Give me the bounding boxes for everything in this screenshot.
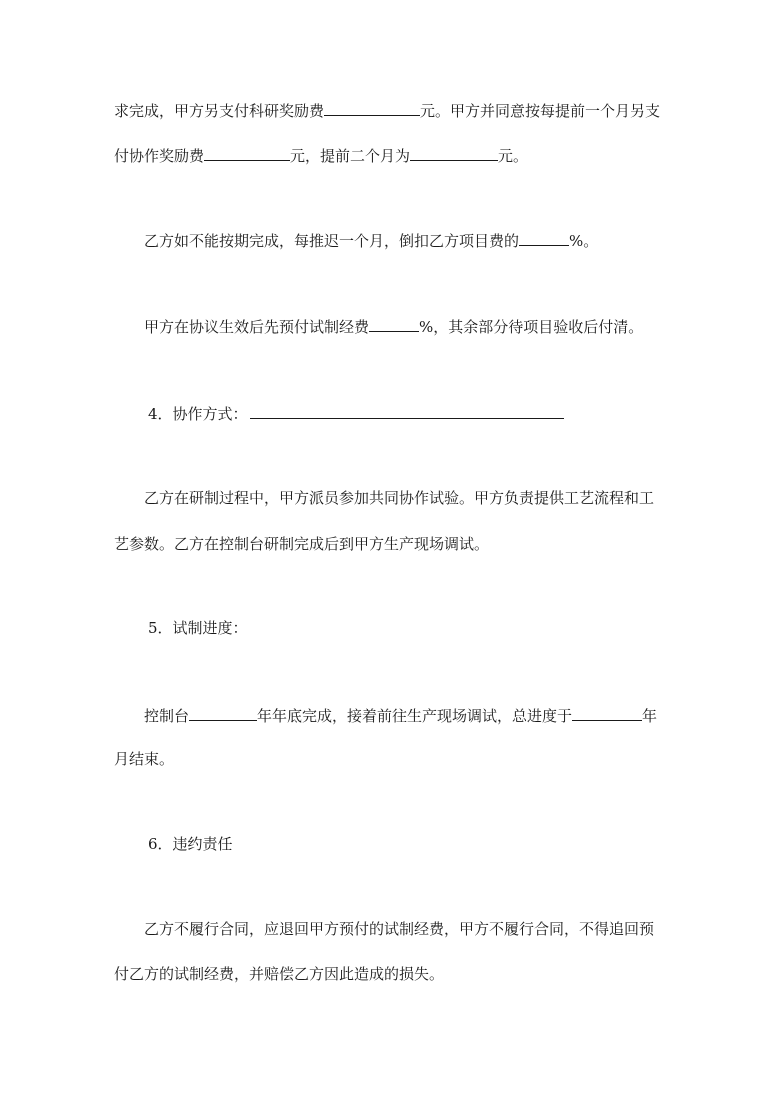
cooperation-text-2: 艺参数。乙方在控制台研制完成后到甲方生产现场调试。 [114, 535, 490, 553]
reward-text-2b: 元，提前二个月为 [290, 147, 411, 165]
section-6-title: 6．违约责任 [148, 835, 233, 853]
section-4-title: 4．协作方式： [148, 405, 248, 423]
delay-text-a: 乙方如不能按期完成，每推迟一个月，倒扣乙方项目费的 [144, 232, 520, 250]
delay-text-b: %。 [569, 232, 599, 250]
reward-text-1b: 元。甲方并同意按每提前一个月另支 [420, 102, 661, 120]
finish-year-blank [572, 705, 642, 721]
schedule-text-1c: 年 [642, 707, 658, 725]
section-4-heading [148, 403, 564, 423]
reward-line-2 [114, 145, 528, 165]
prepay-line [144, 316, 643, 336]
section-5-title: 5．试制进度： [148, 619, 248, 637]
schedule-line-1 [144, 705, 657, 725]
breach-text-1: 乙方不履行合同，应退回甲方预付的试制经费，甲方不履行合同，不得追回预 [144, 920, 655, 938]
breach-line-1 [144, 919, 654, 939]
section-6-heading [148, 834, 233, 854]
delay-line [144, 230, 598, 250]
reward-text-2a: 付协作奖励费 [114, 147, 205, 165]
reward-text-2c: 元。 [498, 147, 529, 165]
schedule-text-1a: 控制台 [144, 707, 190, 725]
reward-line-1 [114, 100, 660, 120]
prepay-percent-blank [369, 316, 419, 332]
cooperation-line-2 [114, 534, 489, 554]
breach-line-2 [114, 964, 444, 984]
cooperation-text-1: 乙方在研制过程中，甲方派员参加共同协作试验。甲方负责提供工艺流程和工 [144, 489, 655, 507]
cooperation-line-1 [144, 488, 654, 508]
prepay-text-b: %，其余部分待项目验收后付清。 [419, 318, 644, 336]
schedule-line-2 [114, 749, 174, 769]
prepay-text-a: 甲方在协议生效后先预付试制经费 [144, 318, 370, 336]
section-5-heading [148, 618, 248, 638]
reward-fee-blank [324, 100, 420, 116]
breach-text-2: 付乙方的试制经费，并赔偿乙方因此造成的损失。 [114, 965, 445, 983]
schedule-text-1b: 年年底完成，接着前往生产现场调试，总进度于 [257, 707, 573, 725]
coop-reward-blank [204, 145, 290, 161]
schedule-text-2: 月结束。 [114, 750, 175, 768]
two-month-reward-blank [410, 145, 498, 161]
completion-year-blank [189, 705, 257, 721]
cooperation-method-blank [250, 403, 564, 419]
reward-text-1a: 求完成，甲方另支付科研奖励费 [114, 102, 325, 120]
delay-percent-blank [519, 230, 569, 246]
